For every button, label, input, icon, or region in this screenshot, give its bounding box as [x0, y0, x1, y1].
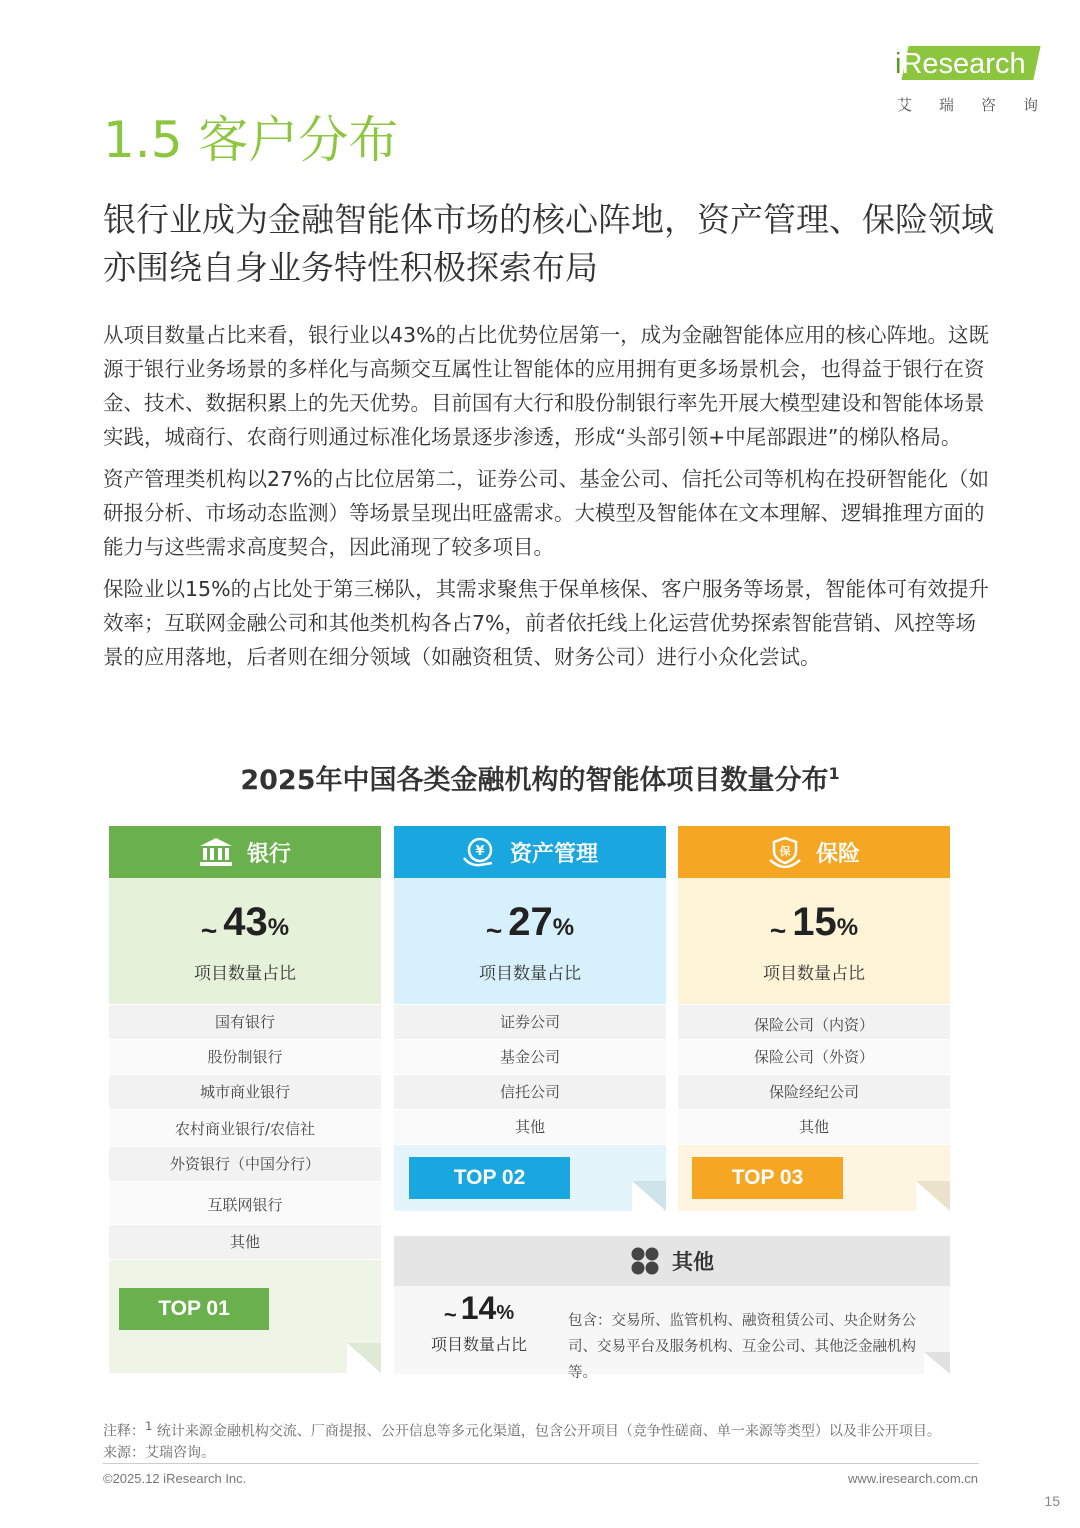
stat-label: 项目数量占比	[194, 963, 296, 984]
bank-percent: 43	[223, 900, 268, 944]
percent-unit: %	[836, 914, 859, 941]
bank-badge-area	[109, 1260, 381, 1373]
list-item: 互联网银行	[109, 1182, 381, 1224]
list-item: 其他	[394, 1110, 666, 1144]
stat-label: 项目数量占比	[479, 963, 581, 984]
footnote	[103, 1416, 941, 1464]
bank-column	[109, 826, 381, 1373]
note-text: 统计来源金融机构交流、厂商提报、公开信息等多元化渠道，包含公开项目（竞争性磋商、单一来源等类型）以及非公开项目。	[156, 1423, 941, 1440]
insurance-stat	[678, 878, 950, 1004]
other-name: 其他	[672, 1250, 714, 1274]
list-item: 保险公司（内资）	[678, 1005, 950, 1039]
list-item: 农村商业银行/农信社	[109, 1110, 381, 1146]
list-item: 股份制银行	[109, 1040, 381, 1074]
list-item: 保险公司（外资）	[678, 1040, 950, 1074]
asset-management-badge-area	[394, 1145, 666, 1211]
logo-chinese-name: 艾瑞咨询	[897, 96, 1066, 114]
svg-text:保: 保	[779, 845, 791, 858]
insurance-name: 保险	[815, 841, 860, 867]
other-description: 包含：交易所、监管机构、融资租赁公司、央企财务公司、交易平台及服务机构、互金公司、其他泛金融机构等。	[568, 1313, 916, 1381]
asset-management-icon	[462, 836, 496, 868]
page-fold-icon	[924, 1352, 950, 1374]
source-line: 来源：艾瑞咨询。	[103, 1444, 215, 1461]
insurance-badge-area	[678, 1145, 950, 1211]
paragraph: 从项目数量占比来看，银行业以43%的占比优势位居第一，成为金融智能体应用的核心阵地。这既源于银行业务场景的多样化与高频交互属性让智能体的应用拥有更多场景机会，也得益于银行在资金、技术、数据积累上的先天优势。目前国有大行和股份制银行率先开展大模型建设和智能体场景实践，城商行、农商行则通过标准化场景逐步渗透，形成“头部引领+中尾部跟进”的梯队格局。	[103, 323, 990, 449]
top-badge: TOP 01	[119, 1288, 269, 1330]
note-prefix: 注释：	[103, 1423, 145, 1440]
list-item: 证券公司	[394, 1005, 666, 1039]
logo-wordmark: iResearch	[895, 48, 1026, 80]
other-body	[394, 1286, 950, 1381]
other-header	[394, 1236, 950, 1286]
asset-management-stat	[394, 878, 666, 1004]
asset-management-name: 资产管理	[509, 841, 598, 867]
list-item: 保险经纪公司	[678, 1075, 950, 1109]
list-item: 信托公司	[394, 1075, 666, 1109]
page-fold-icon	[347, 1343, 381, 1373]
list-item: 基金公司	[394, 1040, 666, 1074]
percent-unit: %	[267, 914, 290, 941]
insurance-icon	[768, 836, 802, 868]
asset-management-percent: 27	[508, 900, 553, 944]
list-item: 其他	[678, 1110, 950, 1144]
copyright: ©2025.12 iResearch Inc.	[103, 1471, 247, 1486]
paragraph: 资产管理类机构以27%的占比位居第二，证券公司、基金公司、信托公司等机构在投研智能化（如研报分析、市场动态监测）等场景呈现出旺盛需求。大模型及智能体在文本理解、逻辑推理方面的能力与这些需求高度契合，因此涌现了较多项目。	[103, 467, 990, 559]
bank-stat	[109, 878, 381, 1004]
page-fold-icon	[916, 1181, 950, 1211]
bank-header	[109, 826, 381, 878]
tilde: ~	[769, 914, 787, 946]
bank-name: 银行	[246, 841, 291, 867]
asset-management-column	[394, 826, 666, 1211]
footnote-marker: 1	[828, 764, 840, 783]
paragraph: 保险业以15%的占比处于第三梯队，其需求聚焦于保单核保、客户服务等场景，智能体可有效提升效率；互联网金融公司和其他类机构各占7%，前者依托线上化运营优势探索智能营销、风控等场景的应用落地，后者则在细分领域（如融资租赁、财务公司）进行小众化尝试。	[103, 577, 990, 669]
insurance-header	[678, 826, 950, 878]
footer-divider	[103, 1463, 979, 1464]
other-stat	[424, 1290, 534, 1355]
stat-label: 项目数量占比	[763, 963, 865, 984]
asset-management-header	[394, 826, 666, 878]
other-box	[394, 1236, 950, 1381]
list-item: 其他	[109, 1225, 381, 1259]
insurance-percent: 15	[792, 900, 837, 944]
website-link[interactable]: www.iresearch.com.cn	[847, 1471, 978, 1486]
tilde: ~	[200, 914, 218, 946]
tilde: ~	[443, 1301, 457, 1327]
insurance-column	[678, 826, 950, 1211]
percent-unit: %	[496, 1302, 515, 1324]
tilde: ~	[485, 914, 503, 946]
four-petal-icon	[630, 1246, 660, 1276]
page-number: 15	[1044, 1493, 1060, 1509]
iresearch-logo	[895, 42, 1066, 114]
bank-icon	[199, 837, 233, 867]
top-badge: TOP 03	[692, 1157, 843, 1199]
list-item: 外资银行（中国分行）	[109, 1147, 381, 1181]
page-subtitle: 银行业成为金融智能体市场的核心阵地，资产管理、保险领域亦围绕自身业务特性积极探索布局	[103, 200, 994, 287]
page-fold-icon	[632, 1181, 666, 1211]
list-item: 国有银行	[109, 1005, 381, 1039]
chart-title: 2025年中国各类金融机构的智能体项目数量分布$^1$	[240, 764, 840, 796]
svg-text:¥: ¥	[475, 844, 485, 859]
top-badge: TOP 02	[409, 1157, 570, 1199]
body-text	[103, 318, 993, 682]
footnote-marker: 1	[145, 1419, 153, 1433]
section-title: 1.5 客户分布	[103, 111, 399, 169]
stat-label: 项目数量占比	[430, 1334, 527, 1354]
other-percent: 14	[460, 1290, 497, 1326]
list-item: 城市商业银行	[109, 1075, 381, 1109]
percent-unit: %	[552, 914, 575, 941]
